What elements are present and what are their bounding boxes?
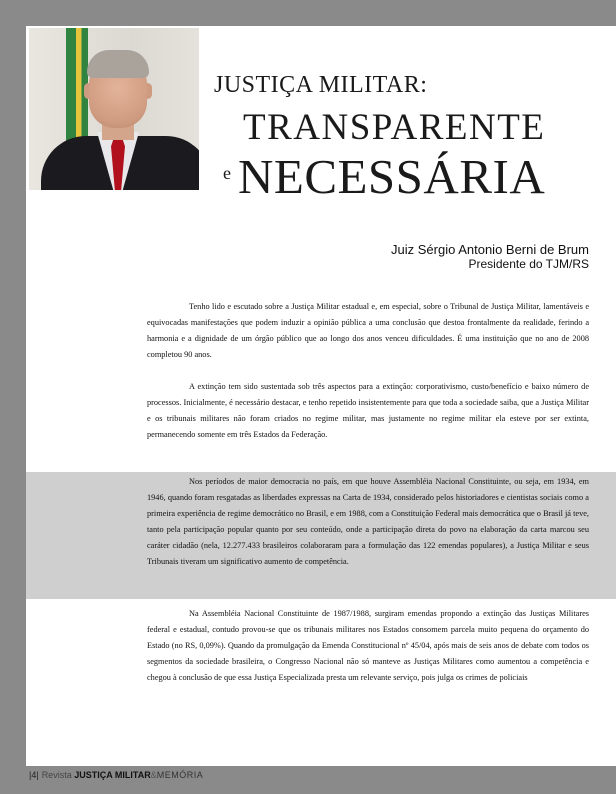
footer-magazine-name: JUSTIÇA MILITAR <box>74 770 151 780</box>
left-frame-bar <box>0 0 26 794</box>
footer-memoria: MEMÓRIA <box>156 770 204 780</box>
author-byline <box>391 242 589 271</box>
page-number: |4| <box>29 770 39 780</box>
paragraph-3-highlighted: Nos períodos de maior democracia no país, em que houve Assembléia Nacional Constituinte, ou seja, em 1934, em 1946, quando foram resgatadas as liberdades expressas na Carta de 1934, considerado pelos historiadores e cientistas sociais como a primeira experiência de regime democrático no Brasil, e em 1988, com a Constituição Federal mais democrática que o Brasil já teve, tanto pela participação popular quanto por seu conteúdo, onde a participação direta do povo na elaboração da carta marcou seu caráter cidadão (nela, 12.277.433 brasileiros colaboraram para a formulação das 122 emendas populares), a Justiça Militar e seus Tribunais tiveram um significativo aumento de competência. <box>147 477 589 566</box>
headline-kicker: JUSTIÇA MILITAR: <box>214 72 428 98</box>
author-role: Presidente do TJM/RS <box>468 257 589 271</box>
footer-ampersand: & <box>150 770 157 780</box>
headline-conjunction: e <box>223 163 231 183</box>
headline-line-necessaria: NECESSÁRIA <box>238 149 546 204</box>
author-portrait-photo <box>29 28 199 190</box>
page-footer <box>29 770 203 780</box>
top-frame-bar <box>0 0 616 26</box>
portrait-hair <box>87 50 149 78</box>
headline-line-transparente: TRANSPARENTE <box>243 107 546 148</box>
paragraph-4: Na Assembléia Nacional Constituinte de 1987/1988, surgiram emendas propondo a extinção das Justiças Militares federal e estadual, contudo provou-se que os tribunais militares nos Estados consomem parcela muito pequena do orçamento do Estado (no RS, 0,09%). Quando da promulgação da Emenda Constitucional nº 45/04, após mais de seis anos de debate com todos os segmentos da sociedade brasileira, o Congresso Nacional não só manteve as Justiças Militares como aumentou a competência e chegou à conclusão de que essa Justiça Especializada presta um relevante serviço, pois julga os crimes de policiais <box>147 609 589 682</box>
paragraph-1: Tenho lido e escutado sobre a Justiça Militar estadual e, em especial, sobre o Tribunal de Justiça Militar, lamentáveis e equivocadas manifestações que podem induzir a opinião pública a uma conclusão que destoa frontalmente da realidade, ferindo a harmonia e a dignidade de um órgão público que ao longo dos anos venceu dificuldades. É uma instituição que no ano de 2008 completou 90 anos. <box>147 302 589 359</box>
footer-revista: Revista <box>41 770 72 780</box>
paragraph-2: A extinção tem sido sustentada sob três aspectos para a extinção: corporativismo, custo/benefício e baixo número de processos. Inicialmente, é necessário destacar, e tenho repetido insistentemente para que toda a sociedade saiba, que a Justiça Militar e os tribunais militares não foram criados no regime militar, mas justamente no regime militar ela esteve por ser extinta, permanecendo somente em três Estados da Federação. <box>147 382 589 439</box>
author-name: Juiz Sérgio Antonio Berni de Brum <box>391 242 589 257</box>
